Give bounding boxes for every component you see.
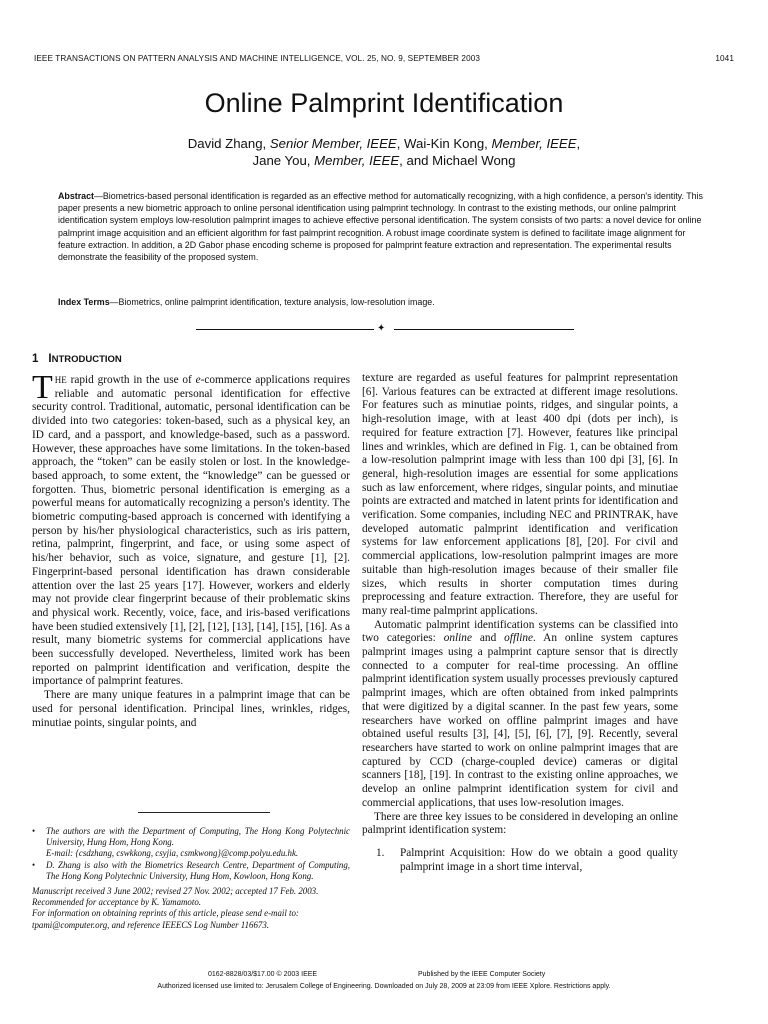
footnote-item: • The authors are with the Department of Computing, The Hong Kong Polytechnic University, Hung Hom, Hong Kong. E-mail: {csdzhang, cswkkong, csyjia, csmkwong}@comp.polyu.edu.hk. xyxy=(32,826,350,859)
column-left xyxy=(32,352,350,730)
section-number: 1 xyxy=(32,353,39,365)
paragraph: Automatic palmprint identification systems can be classified into two categories: online and offline. An online system captures palmprint images using a palmprint capture sensor that is directly connected to a computer for real-time processing. An offline palmprint identification system usually processes previously captured palmprint images, which are often obtained from inked palmprints that were digitized by a digital scanner. In the past few years, some researchers have worked on offline palmprint images and have obtained useful results [3], [4], [5], [6], [7], [9]. Recently, several researchers have started to work on online palmprint images that are captured by CCD (charge-coupled device) cameras or digital scanners [18], [19]. In contrast to the existing online approaches, we develop an online palmprint identification system for civil and commercial applications, that uses low-resolution images. xyxy=(362,618,678,809)
author-emails: E-mail: {csdzhang, cswkkong, csyjia, csmkwong}@comp.polyu.edu.hk. xyxy=(46,848,299,859)
column-right xyxy=(362,372,678,874)
section-heading: 1 INTRODUCTION xyxy=(32,353,122,365)
abstract-label: Abstract xyxy=(58,191,95,201)
license-notice: Authorized licensed use limited to: Jerusalem College of Engineering. Downloaded on July 28, 2009 at 23:09 from IEEE Xplore. Restrictions apply. xyxy=(157,983,611,990)
divider-line-right xyxy=(394,329,574,330)
divider-line-left xyxy=(196,329,374,330)
paragraph: THE rapid growth in the use of e-commerce applications requires reliable and automatic personal identification for effective security control. Traditional, automatic, personal identification can be divided into two categories: token-based, such as a physical key, an ID card, and a passport, and knowledge-based, such as a password. However, these approaches have some limitations. In the token-based approach, the “token” can be easily stolen or lost. In the knowledge-based approach, to some extent, the “knowledge” can be guessed or forgotten. Thus, biometric personal identification is emerging as a powerful means for automatically recognizing a person's identity. The biometric computing-based approach is concerned with identifying a person by his/her physiological characteristics, such as iris pattern, retina, palmprint, fingerprint, and face, or using some aspect of his/her behavior, such as voice, signature, and gesture [1], [2]. Fingerprint-based personal identification has drawn considerable attention over the last 25 years [17]. However, workers and elderly may not provide clear fingerprint because of their problematic skins and physical work. Recently, voice, face, and iris-based verifications have been studied extensively [1], [2], [12], [13], [14], [15], [16]. As a result, many biometric systems for commercial applications have been successfully developed. Nevertheless, limited work has been reported on palmprint identification and verification, despite the importance of palmprint features. xyxy=(32,369,350,688)
page-number: 1041 xyxy=(715,54,734,63)
bullet-icon: • xyxy=(32,859,36,870)
author-line-1: David Zhang, Senior Member, IEEE, Wai-Kin Kong, Member, IEEE, xyxy=(187,136,581,151)
paragraph: There are three key issues to be considered in developing an online palmprint identification system: xyxy=(362,810,678,837)
paragraph: texture are regarded as useful features for palmprint representation [6]. Various features can be extracted at different image resolutions. For features such as minutiae points, ridges, and singular points, a high-resolution image, with at least 400 dpi (dots per inch), is required for feature extraction [7]. However, features like principal lines and wrinkles, which are defined in Fig. 1, can be obtained from a low-resolution palmprint image with less than 100 dpi [3], [6]. In general, high-resolution images are essential for some applications such as law enforcement, where ridges, singular points, and minutiae points are extracted and matched in latent prints for identification and verification. Some companies, including NEC and PRINTRAK, have developed automatic palmprint identification and verification systems for law enforcement applications [8], [20]. For civil and commercial applications, low-resolution palmprint images are more suitable than high-resolution images because of their smaller file sizes, which results in shorter computation times during preprocessing and feature extraction. Therefore, they are useful for many real-time palmprint applications. xyxy=(362,372,678,617)
reprints-info: For information on obtaining reprints of this article, please send e-mail to: tpami@computer.org, and reference IEEECS Log Number 116673. xyxy=(32,908,299,930)
section-title: NTRODUCTION xyxy=(51,354,122,365)
divider-diamond-icon: ✦ xyxy=(377,323,386,334)
footnote-item: • D. Zhang is also with the Biometrics Research Centre, Department of Computing, The Hong Kong Polytechnic University, Hung Hom, Kowloon, Hong Kong. xyxy=(32,859,350,881)
index-terms xyxy=(58,296,710,308)
publisher: Published by the IEEE Computer Society xyxy=(418,971,546,978)
author-line-2: Jane You, Member, IEEE, and Michael Wong xyxy=(252,153,516,168)
bullet-icon: • xyxy=(32,826,36,836)
footnotes xyxy=(32,826,350,931)
journal-name: IEEE TRANSACTIONS ON PATTERN ANALYSIS AND MACHINE INTELLIGENCE, VOL. 25, NO. 9, SEPTEMBER 2003 xyxy=(34,54,481,63)
author-list xyxy=(0,135,768,169)
manuscript-dates: Manuscript received 3 June 2002; revised 27 Nov. 2002; accepted 17 Feb. 2003. xyxy=(32,886,319,897)
index-terms-label: Index Terms xyxy=(58,297,110,307)
copyright-code: 0162-8828/03/$17.00 © 2003 IEEE xyxy=(208,971,318,978)
index-terms-text: —Biometrics, online palmprint identification, texture analysis, low-resolution image. xyxy=(109,297,435,307)
abstract xyxy=(58,190,710,263)
list-item: 1. Palmprint Acquisition: How do we obtain a good quality palmprint image in a short time interval, xyxy=(376,846,678,873)
abstract-text: —Biometrics-based personal identification is regarded as an effective method for automatically recognizing, with a high confidence, a person's identity. This paper presents a new biometric approach to online personal identification using palmprint technology. In contrast to the existing methods, our online palmprint identification system employs low-resolution palmprint images to achieve effective personal identification. The system consists of two parts: a novel device for online palmprint image acquisition and an efficient algorithm for fast palmprint recognition. A robust image coordinate system is defined to facilitate image alignment for feature extraction. In addition, a 2D Gabor phase encoding scheme is proposed for palmprint feature extraction and representation. The experimental results demonstrate the feasibility of the proposed system. xyxy=(58,191,703,263)
list-number: 1. xyxy=(376,846,385,859)
drop-cap: T xyxy=(32,369,53,406)
section-divider xyxy=(196,325,574,335)
paragraph: There are many unique features in a palmprint image that can be used for personal identification. Principal lines, wrinkles, ridges, minutiae points, singular points, and xyxy=(32,689,350,729)
recommended-by: Recommended for acceptance by K. Yamamoto. xyxy=(32,897,201,908)
paper-title: Online Palmprint Identification xyxy=(204,88,564,118)
footnote-divider xyxy=(32,812,350,813)
